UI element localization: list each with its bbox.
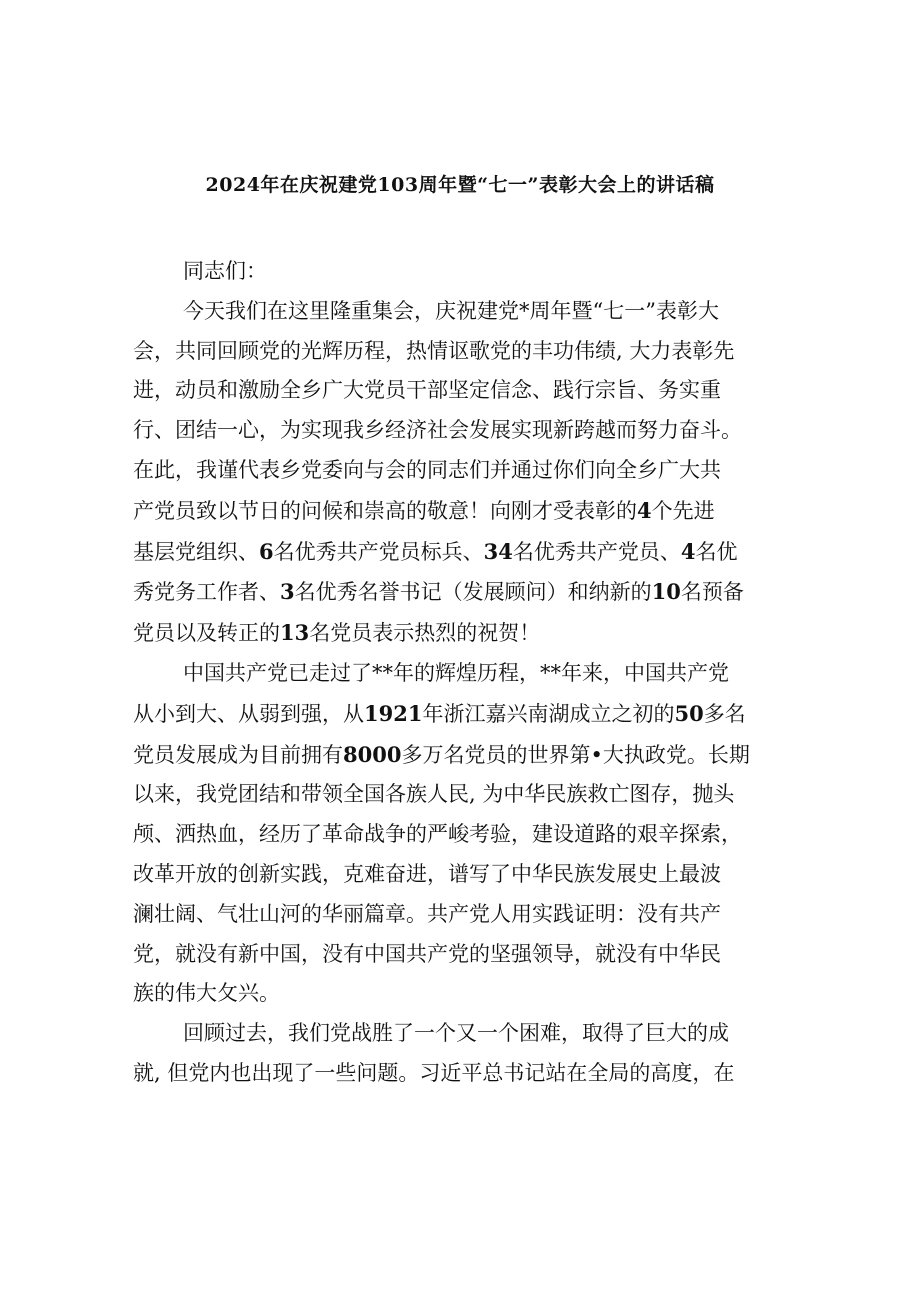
paragraph-line: 回顾过去，我们党战胜了一个又一个困难，取得了巨大的成 xyxy=(183,1021,729,1046)
salutation: 同志们： xyxy=(183,259,267,283)
document-title: 2024年在庆祝建党103周年暨“七一”表彰大会上的讲话稿 xyxy=(205,174,715,196)
paragraph-line: 产党员致以节日的问候和崇高的敬意！向刚才受表彰的4个先进 xyxy=(133,497,715,523)
paragraph-line: 会，共同回顾党的光辉历程，热情讴歌党的丰功伟绩, 大力表彰先 xyxy=(133,338,735,363)
paragraph-1 xyxy=(133,292,798,654)
paragraph-3 xyxy=(133,1014,798,1094)
paragraph-line: 族的伟大攵兴。 xyxy=(133,981,280,1006)
paragraph-line: 中国共产党已走过了**年的辉煌历程，**年来，中国共产党 xyxy=(183,660,729,685)
paragraph-line: 党员以及转正的13名党员表示热烈的祝贺！ xyxy=(133,620,541,646)
paragraph-line: 颅、洒热血，经历了革命战争的严峻考验，建设道路的艰辛探索， xyxy=(133,822,742,847)
paragraph-line: 党员发展成为目前拥有8000多万名党员的世界第•大执政党。长期 xyxy=(133,741,750,767)
paragraph-line: 行、团结一心，为实现我乡经济社会发展实现新跨越而努力奋斗。 xyxy=(133,418,742,443)
paragraph-line: 以来，我党团结和带领全国各族人民, 为中华民族救亡图存，抛头 xyxy=(133,782,735,807)
paragraph-line: 澜壮阔、气壮山河的华丽篇章。共产党人用实践证明：没有共产 xyxy=(133,901,721,926)
paragraph-line: 从小到大、从弱到强，从1921年浙江嘉兴南湖成立之初的50多名 xyxy=(133,700,746,726)
paragraph-line: 在此，我谨代表乡党委向与会的同志们并通过你们向全乡广大共 xyxy=(133,457,721,482)
paragraph-line: 今天我们在这里隆重集会，庆祝建党*周年暨“七一”表彰大 xyxy=(183,298,719,323)
paragraph-line: 党，就没有新中国，没有中国共产党的坚强领导，就没有中华民 xyxy=(133,941,721,966)
paragraph-line: 基层党组织、6名优秀共产党员标兵、34名优秀共产党员、4名优 xyxy=(133,538,738,564)
paragraph-line: 进，动员和激励全乡广大党员干部坚定信念、践行宗旨、务实重 xyxy=(133,378,721,403)
document-body xyxy=(133,252,798,1094)
paragraph-line: 秀党务工作者、3名优秀名誉书记（发展顾问）和纳新的10名预备 xyxy=(133,579,744,605)
paragraph-line: 就, 但党内也出现了一些问题。习近平总书记站在全局的高度，在 xyxy=(133,1060,735,1085)
paragraph-2 xyxy=(133,654,798,1014)
paragraph-line: 改革开放的创新实践，克难奋进，谱写了中华民族发展史上最波 xyxy=(133,861,721,886)
